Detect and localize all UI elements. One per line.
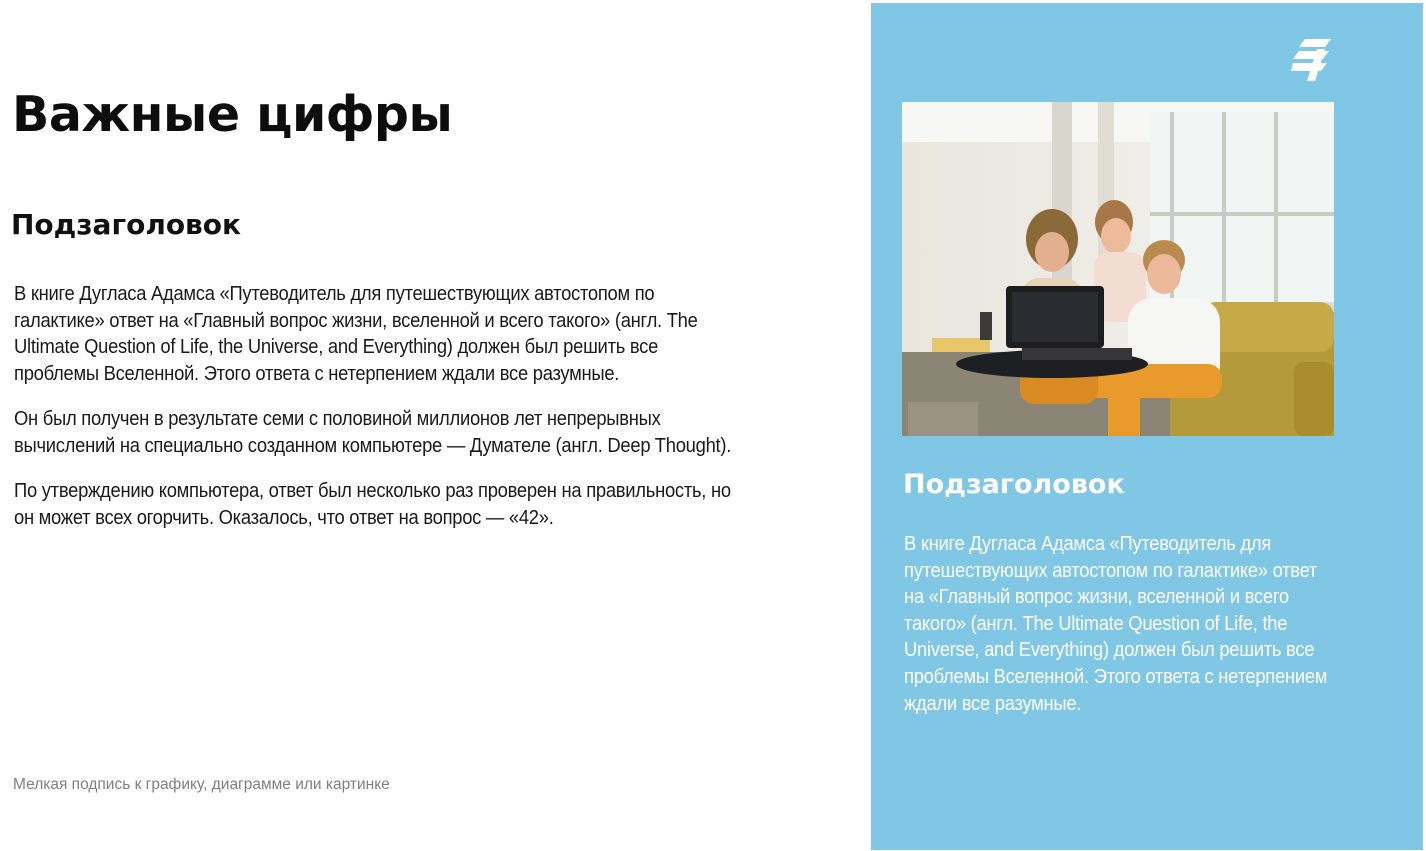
caption: Мелкая подпись к графику, диаграмме или картинке (13, 776, 390, 793)
stacked-arrows-logo-icon (1291, 35, 1335, 83)
students-with-laptop-photo (902, 102, 1334, 436)
panel-subtitle: Подзаголовок (903, 469, 1125, 500)
paragraph: По утверждению компьютера, ответ был несколько раз проверен на правильность, но он может всех огорчить. Оказалось, что ответ на вопрос — «42». (14, 480, 731, 529)
page-title: Важные цифры (12, 86, 453, 143)
body-text (14, 281, 744, 550)
panel-text: В книге Дугласа Адамса «Путеводитель для путешествующих автостопом по галактике» ответ на «Главный вопрос жизни, вселенной и всего такого» (англ. The Ultimate Question of Life, the Universe, and Everything) должен был решить все проблемы Вселенной. Этого ответа с нетерпением ждали все разумные. (904, 533, 1328, 715)
paragraph: Он был получен в результате семи с половиной миллионов лет непрерывных вычислений на специально созданном компьютере — Думателе (англ. Deep Thought). (14, 408, 732, 457)
paragraph: В книге Дугласа Адамса «Путеводитель для путешествующих автостопом по галактике» ответ на «Главный вопрос жизни, вселенной и всего такого» (англ. The Ultimate Question of Life, the Universe, and Everything) должен был решить все проблемы Вселенной. Этого ответа с нетерпением ждали все разумные. (14, 283, 698, 385)
side-panel (871, 3, 1423, 850)
subtitle: Подзаголовок (11, 208, 242, 241)
